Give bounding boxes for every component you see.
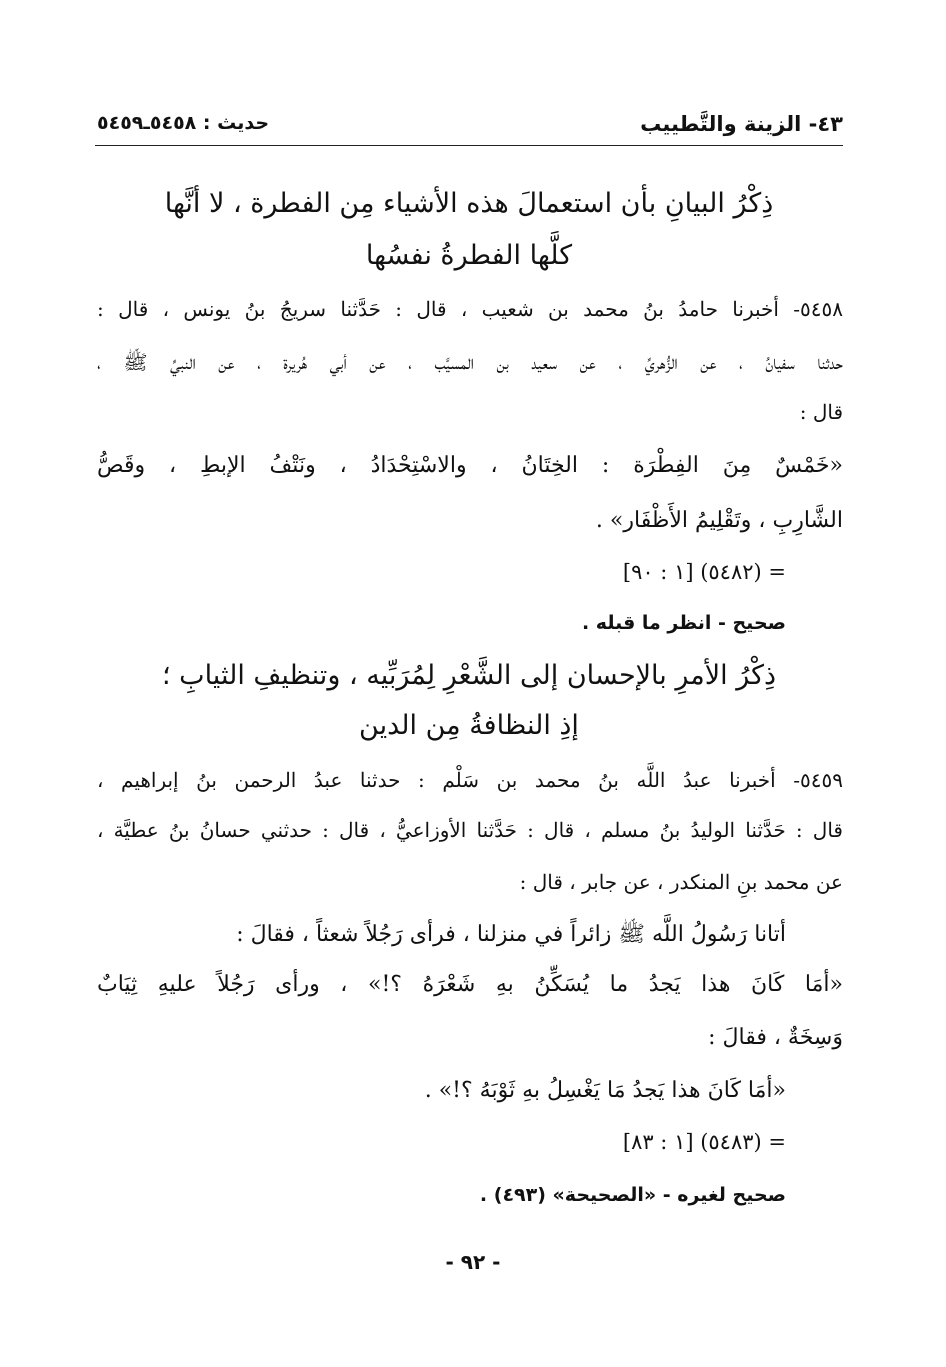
matn-line: أتانا رَسُولُ اللَّه ﷺ زائراً في منزلنا ، فرأى رَجُلاً شعثاً ، فقالَ : — [236, 922, 786, 947]
matn-line: «خَمْسٌ مِنَ الفِطْرَة : الخِتَانُ ، والاسْتِحْدَادُ ، ونَتْفُ الإبطِ ، وقَصُّ — [97, 453, 843, 478]
isnad-line: قال : — [799, 400, 843, 424]
section-heading-line: ذِكْرُ الأمرِ بالإحسان إلى الشَّعْرِ لِمُرَبِّيه ، وتنظيفِ الثيابِ ؛ — [162, 660, 776, 691]
hadith-range: حديث : ٥٤٥٨ـ٥٤٥٩ — [97, 112, 270, 134]
isnad-line: قال : حَدَّثنا الوليدُ بنُ مسلم ، قال : حَدَّثنا الأوزاعيُّ ، قال : حدثني حسانُ بنُ عطيَّة ، — [97, 818, 843, 842]
section-heading-line: ذِكْرُ البيانِ بأن استعمالَ هذه الأشياء مِن الفطرة ، لا أنَّها — [164, 188, 774, 219]
isnad-line: حدثنا سفيانُ ، عن الزُّهريِّ ، عن سعيد بن المسيَّب ، عن أبي هُريرة ، عن النبيِّ ﷺ ، — [97, 350, 843, 374]
header-rule — [95, 145, 843, 146]
chapter-title: ٤٣- الزينة والتَّطييب — [640, 112, 843, 136]
hadith-grade: صحيح - انظر ما قبله . — [581, 612, 786, 634]
matn-line: الشَّارِبِ ، وتَقْلِيمُ الأَظْفَار» . — [595, 508, 843, 533]
matn-line: وَسِخَةٌ ، فقالَ : — [708, 1025, 843, 1050]
matn-line: «أمَا كَانَ هذا يَجدُ ما يُسَكِّنُ بهِ شَعْرَهُ ؟!» ، ورأى رَجُلاً عليهِ ثِيَابٌ — [97, 972, 843, 997]
isnad-line: عن محمد بنِ المنكدر ، عن جابر ، قال : — [519, 870, 843, 894]
page-number: - ٩٢ - — [445, 1250, 501, 1274]
section-heading-line: كلَّها الفطرةُ نفسُها — [365, 240, 573, 271]
cross-reference: = (٥٤٨٢) [١ : ٩٠] — [622, 560, 786, 584]
isnad-line: ٥٤٥٨- أخبرنا حامدُ بنُ محمد بن شعيب ، قال : حَدَّثنا سريجُ بنُ يونس ، قال : — [97, 297, 843, 321]
isnad-line: ٥٤٥٩- أخبرنا عبدُ اللَّه بنُ محمد بن سَلْم : حدثنا عبدُ الرحمن بنُ إبراهيم ، — [97, 768, 843, 792]
matn-line: «أمَا كَانَ هذا يَجدُ مَا يَغْسِلُ بهِ ثَوْبَهُ ؟!» . — [424, 1078, 786, 1103]
section-heading-line: إذِ النظافةُ مِن الدين — [359, 710, 579, 741]
cross-reference: = (٥٤٨٣) [١ : ٨٣] — [622, 1130, 786, 1154]
hadith-grade: صحيح لغيره - «الصحيحة» (٤٩٣) . — [479, 1184, 786, 1206]
